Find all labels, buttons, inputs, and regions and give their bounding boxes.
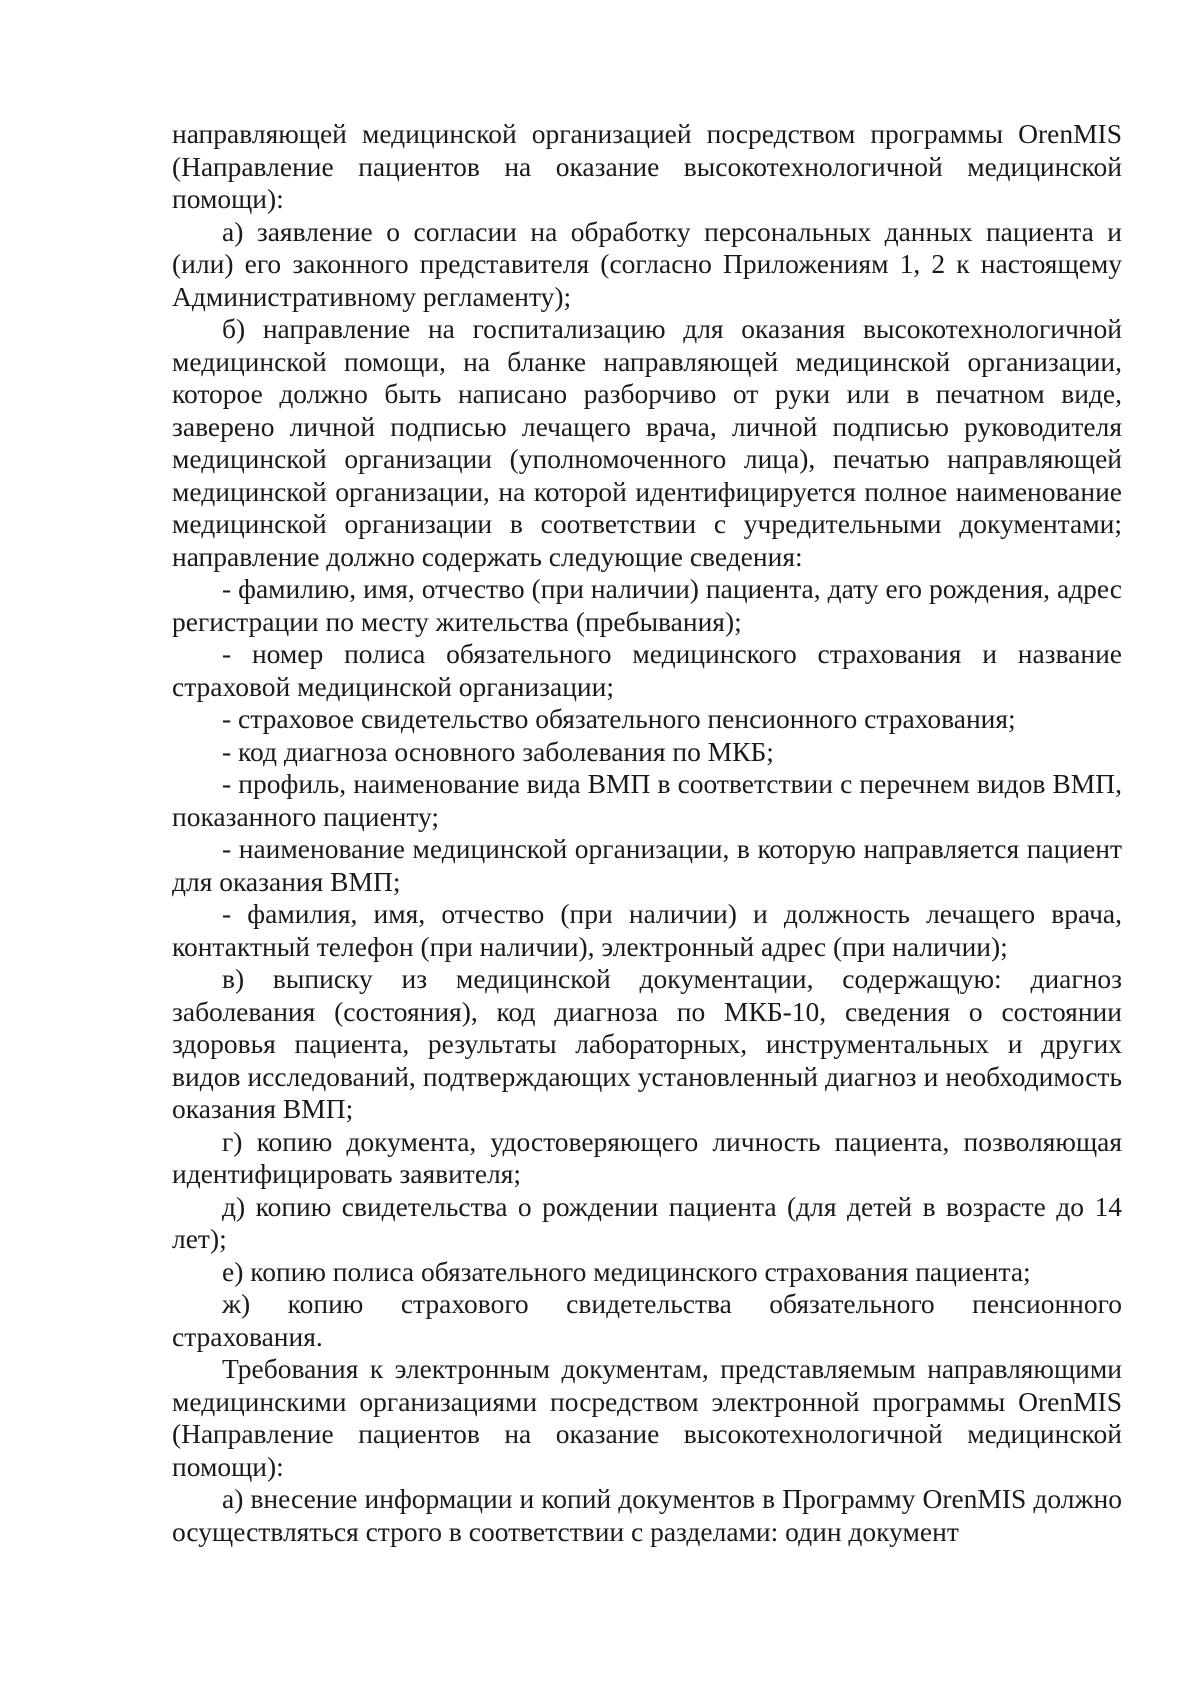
document-body bbox=[172, 118, 1122, 1548]
paragraph-subitem-3: - страховое свидетельство обязательного пенсионного страхования; bbox=[222, 703, 1016, 734]
paragraph-continuation: направляющей медицинской организацией посредством программы OrenMIS (Направление пациентов на оказание высокотехнологичной медицинской помощи): bbox=[172, 118, 1122, 214]
paragraph-subitem-4: - код диагноза основного заболевания по МКБ; bbox=[222, 735, 774, 767]
paragraph-subitem-6: - наименование медицинской организации, в которую направляется пациент для оказания ВМП; bbox=[172, 833, 1122, 897]
paragraph-item-e: е) копию полиса обязательного медицинского страхования пациента; bbox=[222, 1255, 1031, 1287]
paragraph-requirements: Требования к электронным документам, представляемым направляющими медицинскими организациями посредством электронной программы OrenMIS (Направление пациентов на оказание высокотехнологичной медицинской помощи): bbox=[172, 1353, 1122, 1482]
paragraph-subitem-7: - фамилия, имя, отчество (при наличии) и должность лечащего врача, контактный телефон (при наличии), электронный адрес (при наличии); bbox=[172, 898, 1122, 962]
paragraph-subitem-2: - номер полиса обязательного медицинского страхования и название страховой медицинской организации; bbox=[172, 638, 1122, 702]
paragraph-item-g: г) копию документа, удостоверяющего личность пациента, позволяющая идентифицировать заявителя; bbox=[172, 1125, 1122, 1189]
paragraph-item-b: б) направление на госпитализацию для оказания высокотехнологичной медицинской помощи, на бланке направляющей медицинской организации, которое должно быть написано разборчиво от руки или в печатном виде, заверено личной подписью лечащего врача, личной подписью руководителя медицинской организации (уполномоченного лица), печатью направляющей медицинской организации, на которой идентифицируется полное наименование медицинской организации в соответствии с учредительными документами; направление должно содержать следующие сведения: bbox=[172, 313, 1122, 572]
paragraph-item-v: в) выписку из медицинской документации, содержащую: диагноз заболевания (состояния), код диагноза по МКБ-10, сведения о состоянии здоровья пациента, результаты лабораторных, инструментальных и других видов исследований, подтверждающих установленный диагноз и необходимость оказания ВМП; bbox=[172, 963, 1122, 1124]
paragraph-subitem-5: - профиль, наименование вида ВМП в соответствии с перечнем видов ВМП, показанного пациенту; bbox=[172, 768, 1122, 832]
paragraph-item-d: д) копию свидетельства о рождении пациента (для детей в возрасте до 14 лет); bbox=[172, 1190, 1122, 1254]
paragraph-subitem-1: - фамилию, имя, отчество (при наличии) пациента, дату его рождения, адрес регистрации по месту жительства (пребывания); bbox=[172, 573, 1122, 637]
paragraph-item-a: а) заявление о согласии на обработку персональных данных пациента и (или) его законного представителя (согласно Приложениям 1, 2 к настоящему Административному регламенту); bbox=[172, 215, 1122, 312]
paragraph-item-zh: ж) копию страхового свидетельства обязательного пенсионного страхования. bbox=[172, 1288, 1122, 1352]
paragraph-requirement-a: а) внесение информации и копий документов в Программу OrenMIS должно осуществляться строго в соответствии с разделами: один документ bbox=[172, 1483, 1122, 1547]
